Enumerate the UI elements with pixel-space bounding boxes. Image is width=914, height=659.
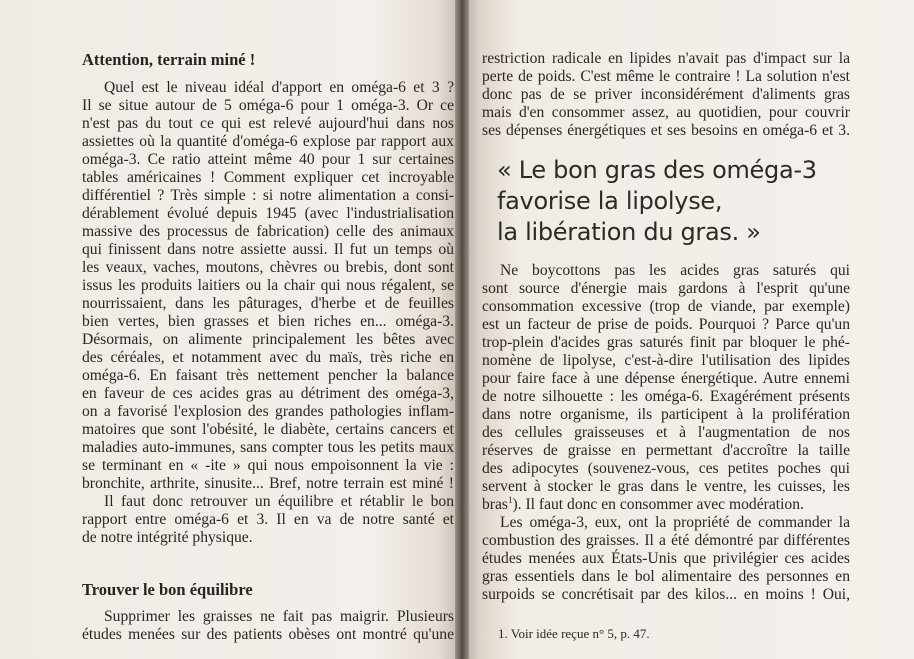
text-line: des cellules graisseuses et à l'augmentation de nos bbox=[482, 424, 850, 441]
section-heading-bon-equilibre: Trouver le bon équilibre bbox=[82, 580, 253, 599]
text-line: bien vertes, bien grasses et bien riches en... oméga-3. bbox=[82, 313, 454, 330]
text-line: consommation excessive (trop de viande, par exemple) bbox=[482, 298, 850, 315]
pull-quote bbox=[497, 155, 817, 248]
text-line: bronchite, arthrite, sinusite... Bref, notre terrain est miné ! bbox=[82, 475, 454, 492]
text-line: gras essentiels dans le bol alimentaire des personnes en bbox=[482, 568, 850, 585]
text-line: trop-plein d'acides gras saturés finit par bloquer le phé- bbox=[482, 334, 850, 351]
text-line: assiettes où la quantité d'oméga-6 explose par rapport aux bbox=[82, 133, 454, 150]
section-heading-terrain-mine: Attention, terrain miné ! bbox=[82, 50, 256, 69]
text-line: mais d'en consommer assez, au quotidien, pour couvrir bbox=[482, 104, 850, 121]
text-line: Supprimer les graisses ne fait pas maigrir. Plusieurs bbox=[104, 608, 454, 625]
text-line: différentiel ? Très simple : si notre alimentation a consi- bbox=[82, 187, 454, 204]
text-line: maladies auto-immunes, sans compter tous les petits maux bbox=[82, 439, 454, 456]
text-line: donc pas de se priver inconsidérément d'aliments gras bbox=[482, 86, 850, 103]
footnote-reference: 1 bbox=[507, 494, 513, 505]
book-gutter bbox=[455, 0, 469, 659]
text-fragment: ). Il faut donc en consommer avec modération. bbox=[512, 496, 804, 513]
text-line: oméga-6. En faisant très nettement pencher la balance bbox=[82, 367, 454, 384]
text-line: se terminant en « -ite » qui nous empoisonnent la vie : bbox=[82, 457, 454, 474]
text-line: oméga-3. Ce ratio atteint même 40 pour 1 sur certaines bbox=[82, 151, 454, 168]
text-line: Il faut donc retrouver un équilibre et rétablir le bon bbox=[104, 493, 454, 510]
text-line: études menées aux États-Unis que privilégier ces acides bbox=[482, 550, 850, 567]
text-line: servent à stocker le gras dans le ventre, les cuisses, les bbox=[482, 478, 850, 495]
text-line: issus les produits laitiers ou la chair qui nous régalent, se bbox=[82, 277, 454, 294]
text-line: nourrissaient, dans les pâturages, d'herbe et de feuilles bbox=[82, 295, 454, 312]
text-line: réserves de graisse en permettant d'accroître la taille bbox=[482, 442, 850, 459]
text-line: sont source d'énergie mais gardons à l'esprit qu'une bbox=[482, 280, 850, 297]
footnote: 1. Voir idée reçue n° 5, p. 47. bbox=[498, 626, 650, 641]
text-line: tables américaines ! Comment expliquer cet incroyable bbox=[82, 169, 454, 186]
text-line: combustion des graisses. Il a été démontré par différentes bbox=[482, 532, 850, 549]
text-line: n'est pas du tout ce qui est relevé aujourd'hui dans nos bbox=[82, 115, 454, 132]
text-line: les veaux, vaches, moutons, chèvres ou brebis, dont sont bbox=[82, 259, 454, 276]
text-line: études menées sur des patients obèses ont montré qu'une bbox=[82, 626, 454, 643]
text-line: qui finissent dans notre assiette aussi. Il fut un temps où bbox=[82, 241, 454, 258]
text-line: perte de poids. C'est même le contraire ! La solution n'est bbox=[482, 68, 850, 85]
text-line: pour faire face à une dépense énergétique. Autre ennemi bbox=[482, 370, 850, 387]
text-line: de notre silhouette : les oméga-6. Exagérément présents bbox=[482, 388, 850, 405]
text-line: restriction radicale en lipides n'avait pas d'impact sur la bbox=[482, 50, 850, 67]
pull-quote-line: la libération du gras. » bbox=[497, 218, 761, 246]
text-line: Quel est le niveau idéal d'apport en oméga-6 et 3 ? bbox=[104, 79, 454, 96]
text-line: nomène de lipolyse, c'est-à-dire l'utilisation des lipides bbox=[482, 352, 850, 369]
text-line: massive des processus de fabrication) celle des animaux bbox=[82, 223, 454, 240]
text-line: dans notre organisme, ils participent à la prolifération bbox=[482, 406, 850, 423]
pull-quote-line: favorise la lipolyse, bbox=[497, 187, 723, 215]
text-line: Il se situe autour de 5 oméga-6 pour 1 oméga-3. Or ce bbox=[82, 97, 454, 114]
text-line: est un facteur de prise de poids. Pourquoi ? Parce qu'un bbox=[482, 316, 850, 333]
text-line: ses dépenses énergétiques et ses besoins en oméga-6 et 3. bbox=[482, 122, 850, 139]
text-line bbox=[482, 496, 850, 514]
text-line: de notre intégrité physique. bbox=[82, 529, 253, 546]
text-fragment: bras bbox=[482, 496, 508, 513]
text-line: surpoids se concrétisait par des kilos... en moins ! Oui, bbox=[482, 586, 850, 603]
text-line: rapport entre oméga-6 et 3. Il en va de notre santé et bbox=[82, 511, 454, 528]
text-line: en faveur de ces acides gras au détriment des oméga-3, bbox=[82, 385, 454, 402]
pull-quote-line: « Le bon gras des oméga-3 bbox=[497, 156, 817, 184]
text-line: Les oméga-3, eux, ont la propriété de commander la bbox=[500, 514, 850, 531]
text-line: on a favorisé l'explosion des grandes pathologies inflam- bbox=[82, 403, 454, 420]
text-line: Ne boycottons pas les acides gras saturés qui bbox=[500, 262, 850, 279]
text-line: Désormais, on alimente principalement les bêtes avec bbox=[82, 331, 454, 348]
text-line: matoires que sont l'obésité, le diabète, certains cancers et bbox=[82, 421, 454, 438]
text-line: des céréales, et notamment avec du maïs, très riche en bbox=[82, 349, 454, 366]
text-line: des adipocytes (souvenez-vous, ces petites poches qui bbox=[482, 460, 850, 477]
text-line: dérablement évolué depuis 1945 (avec l'industrialisation bbox=[82, 205, 454, 222]
